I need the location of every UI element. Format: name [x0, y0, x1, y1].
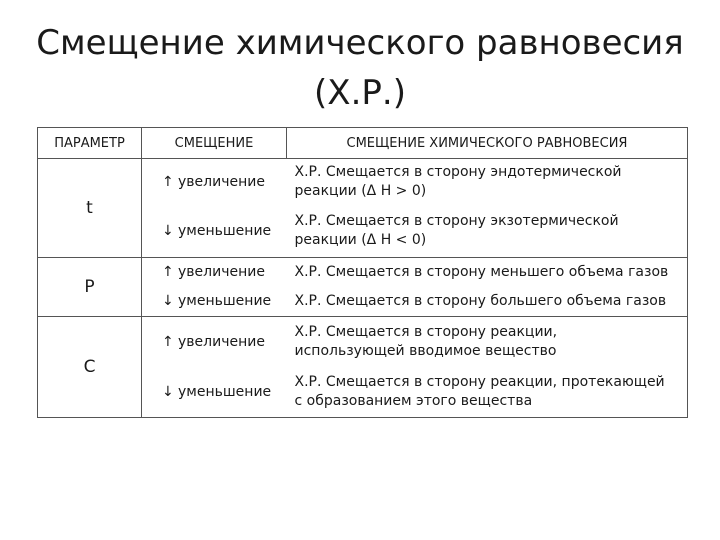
param-pressure: P: [38, 258, 142, 317]
table-row: [38, 159, 688, 206]
shift-cell: [142, 286, 287, 317]
shift-cell: [142, 367, 287, 418]
effect-line: использующей вводимое вещество: [294, 343, 557, 359]
title-line-1: Смещение химического равновесия: [36, 23, 684, 63]
shift-label: увеличение: [178, 333, 265, 350]
effect-cell: [287, 367, 688, 418]
arrow-down-icon: ↓: [162, 383, 174, 400]
effect-line: реакции (Δ Н > 0): [294, 183, 427, 199]
equilibrium-table: [37, 127, 688, 418]
param-concentration: C: [38, 317, 142, 418]
effect-line: реакции (Δ Н < 0): [294, 232, 427, 248]
effect-cell: [287, 159, 688, 206]
arrow-down-icon: ↓: [162, 222, 174, 239]
header-equilibrium-shift: СМЕЩЕНИЕ ХИМИЧЕСКОГО РАВНОВЕСИЯ: [287, 128, 688, 159]
effect-line: Х.Р. Смещается в сторону экзотермической: [294, 213, 619, 229]
table-row: [38, 258, 688, 287]
effect-cell: [287, 205, 688, 258]
effect-line: Х.Р. Смещается в сторону эндотермической: [294, 164, 622, 180]
shift-label: уменьшение: [178, 383, 272, 400]
shift-label: увеличение: [178, 263, 265, 280]
arrow-down-icon: ↓: [162, 292, 174, 309]
effect-line: Х.Р. Смещается в сторону большего объема газов: [294, 292, 667, 309]
shift-label: уменьшение: [178, 292, 272, 309]
shift-cell: [142, 317, 287, 368]
effect-cell: [287, 258, 688, 287]
effect-cell: [287, 317, 688, 368]
shift-cell: [142, 258, 287, 287]
shift-label: уменьшение: [178, 222, 272, 239]
shift-cell: [142, 159, 287, 206]
effect-line: Х.Р. Смещается в сторону реакции,: [294, 324, 558, 340]
arrow-up-icon: ↑: [162, 173, 174, 190]
table-row: [38, 317, 688, 368]
effect-line: Х.Р. Смещается в сторону меньшего объема газов: [294, 263, 669, 280]
table-header-row: [38, 128, 688, 159]
page-title: [0, 18, 720, 118]
shift-label: увеличение: [178, 173, 265, 190]
title-line-2: (Х.Р.): [314, 73, 406, 113]
shift-cell: [142, 205, 287, 258]
effect-line: с образованием этого вещества: [294, 393, 533, 409]
header-parameter: ПАРАМЕТР: [38, 128, 142, 159]
effect-line: Х.Р. Смещается в сторону реакции, протекающей: [294, 374, 665, 390]
header-shift: СМЕЩЕНИЕ: [142, 128, 287, 159]
arrow-up-icon: ↑: [162, 263, 174, 280]
param-temperature: t: [38, 159, 142, 258]
arrow-up-icon: ↑: [162, 333, 174, 350]
effect-cell: [287, 286, 688, 317]
